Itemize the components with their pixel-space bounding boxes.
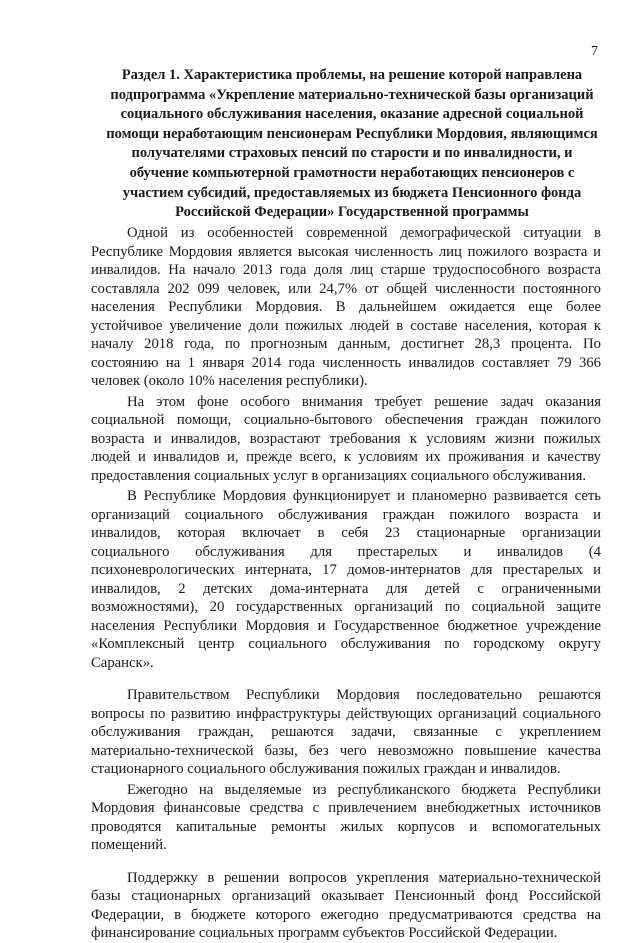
text-line: началу 2018 года, по прогнозным данным, достигнет 28,3 процента. По xyxy=(91,336,601,352)
paragraph-1 xyxy=(91,224,601,391)
text-line: предоставления социальных услуг в организациях социального обслуживания. xyxy=(91,467,587,484)
paragraph-6 xyxy=(91,869,601,943)
text-line: В Республике Мордовия функционирует и планомерно развивается сеть xyxy=(127,488,601,504)
heading-line: обучение компьютерной грамотности неработающих пенсионеров с xyxy=(129,164,575,181)
text-line: человек (около 10% населения республики). xyxy=(91,373,368,389)
text-line: Поддержку в решении вопросов укрепления материально-технической xyxy=(127,869,601,886)
section-heading xyxy=(92,66,612,223)
text-line: Федерации, в бюджете которого ежегодно предусматриваются средства на xyxy=(91,906,601,923)
text-line: помещений. xyxy=(91,837,167,853)
text-line: возраста и инвалидов, возрастают требования к условиям жизни пожилых xyxy=(91,430,601,447)
page-number: 7 xyxy=(591,44,598,59)
text-line: Республике Мордовия является высокая численность лиц пожилого возраста и xyxy=(91,243,601,260)
text-line: Ежегодно на выделяемые из республиканского бюджета Республики xyxy=(127,781,601,798)
text-line: инвалидов. На начало 2013 года доля лиц старше трудоспособного возраста xyxy=(91,262,601,278)
text-line: Саранск». xyxy=(91,654,154,671)
text-line: Одной из особенностей современной демографической ситуации в xyxy=(127,225,601,241)
heading-line: помощи неработающим пенсионерам Республики Мордовия, являющимся xyxy=(106,125,598,142)
text-line: социального обслуживания для престарелых и инвалидов (4 xyxy=(91,543,601,560)
text-line: проводятся капитальные ремонты жилых корпусов и вспомогательных xyxy=(91,818,601,835)
text-line: обслуживания граждан, решаются задачи, связанные с укреплением xyxy=(91,724,601,740)
text-line: инвалидов, 2 детских дома-интерната для детей с ограниченными xyxy=(91,580,601,597)
heading-line: Российской Федерации» Государственной программы xyxy=(175,204,529,221)
paragraph-2 xyxy=(91,393,601,486)
text-line: базы стационарных организаций оказывает Пенсионный фонд Российской xyxy=(91,888,601,904)
text-line: составляла 202 099 человек, или 24,7% от общей численности постоянного xyxy=(91,280,601,297)
text-line: устойчивое увеличение доли пожилых людей в составе населения, которая к xyxy=(91,317,601,334)
paragraph-3 xyxy=(91,487,601,672)
text-line: людей и инвалидов и, прежде всего, к условиям их проживания и качеству xyxy=(91,449,601,465)
paragraph-4 xyxy=(91,686,601,779)
paragraph-5 xyxy=(91,781,601,855)
text-line: Правительством Республики Мордовия последовательно решаются xyxy=(127,687,601,703)
text-line: населения Республики Мордовия. В дальнейшем ожидается еще более xyxy=(91,299,601,315)
heading-line: участием субсидий, предоставляемых из бюджета Пенсионного фонда xyxy=(122,184,582,201)
heading-line: Раздел 1. Характеристика проблемы, на решение которой направлена xyxy=(121,67,583,83)
text-line: «Комплексный центр социального обслуживания по городскому округу xyxy=(91,636,601,652)
heading-line: получателями страховых пенсий по старости и по инвалидности, и xyxy=(131,145,573,162)
heading-line: социального обслуживания населения, оказание адресной социальной xyxy=(120,106,584,123)
text-line: состоянию на 1 января 2014 года численность инвалидов составляет 79 366 xyxy=(91,354,601,371)
text-line: На этом фоне особого внимания требует решение задач оказания xyxy=(127,393,601,410)
text-line: стационарного социального обслуживания пожилых граждан и инвалидов. xyxy=(91,761,561,777)
text-line: вопросы по развитию инфраструктуры действующих организаций социального xyxy=(91,705,601,722)
text-line: Мордовия финансовые средства с привлечением внебюджетных источников xyxy=(91,800,601,816)
text-line: социальной помощи, социально-бытового обеспечения граждан пожилого xyxy=(91,412,601,428)
text-line: возможностями), 20 государственных организаций по социальной защите xyxy=(91,599,601,615)
heading-line: подпрограмма «Укрепление материально-технической базы организаций xyxy=(110,86,594,103)
text-line: психоневрологических интерната, 17 домов-интернатов для престарелых и xyxy=(91,562,601,578)
text-line: населения Республики Мордовия и Государственное бюджетное учреждение xyxy=(91,617,601,634)
text-line: материально-технической базы, без чего невозможно повышение качества xyxy=(91,742,601,759)
text-line: организаций социального обслуживания граждан пожилого возраста и xyxy=(91,506,601,523)
text-line: инвалидов, которая включает в себя 23 стационарные организации xyxy=(91,525,601,541)
text-line: финансирование социальных программ субъектов Российской Федерации. xyxy=(91,925,558,941)
body-text xyxy=(91,224,601,943)
